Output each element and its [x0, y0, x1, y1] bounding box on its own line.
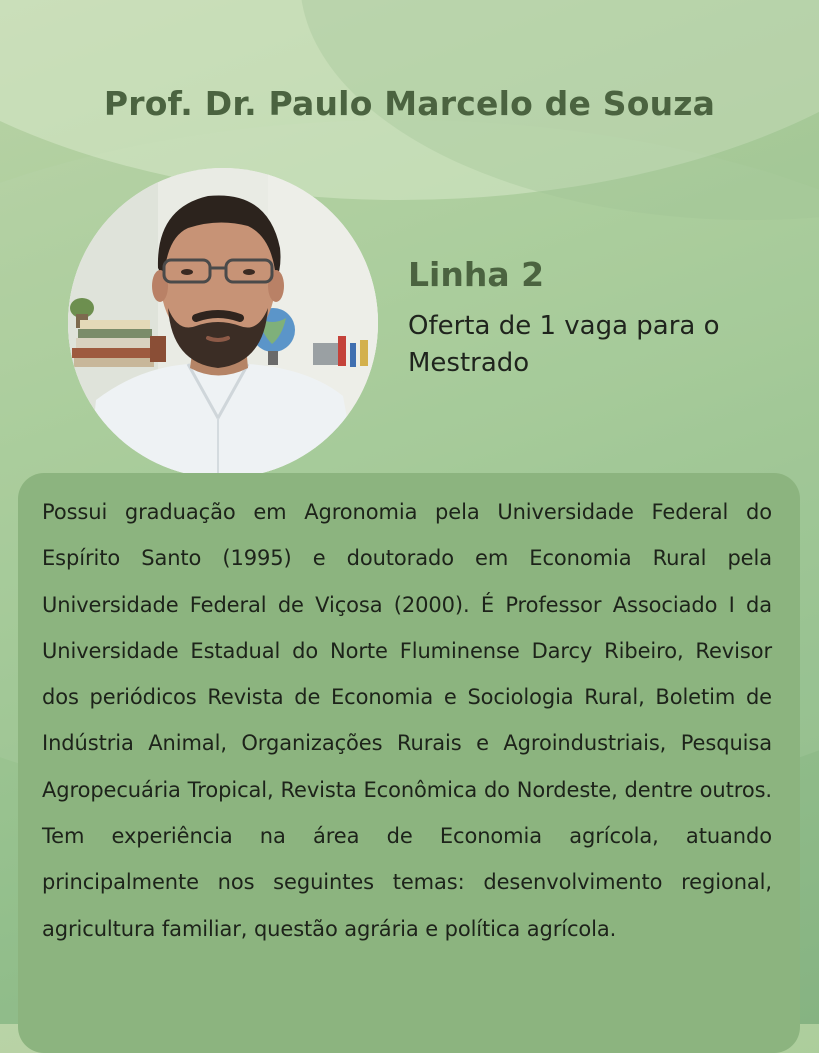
- line-title: Linha 2: [408, 255, 545, 294]
- vacancy-offer-text: Oferta de 1 vaga para o Mestrado: [408, 311, 720, 378]
- professor-photo: [68, 168, 378, 478]
- professor-name-title: Prof. Dr. Paulo Marcelo de Souza: [103, 84, 716, 123]
- bio-text: Possui graduação em Agronomia pela Universidade Federal do Espírito Santo (1995) e doutorado em Economia Rural pela Universidade Federal de Viçosa (2000). É Professor Associado I da Universidade Estadual do Norte Fluminense Darcy Ribeiro, Revisor dos periódicos Revista de Economia e Sociologia Rural, Boletim de Indústria Animal, Organizações Rurais e Agroindustriais, Pesquisa Agropecuária Tropical, Revista Econômica do Nordeste, dentre outros. Tem experiência na área de Economia agrícola, atuando principalmente nos seguintes temas: desenvolvimento regional, agricultura familiar, questão agrária e política agrícola.: [42, 500, 772, 941]
- line-info: [408, 255, 768, 382]
- portrait-illustration: [68, 168, 378, 478]
- bio-card: [18, 473, 800, 1053]
